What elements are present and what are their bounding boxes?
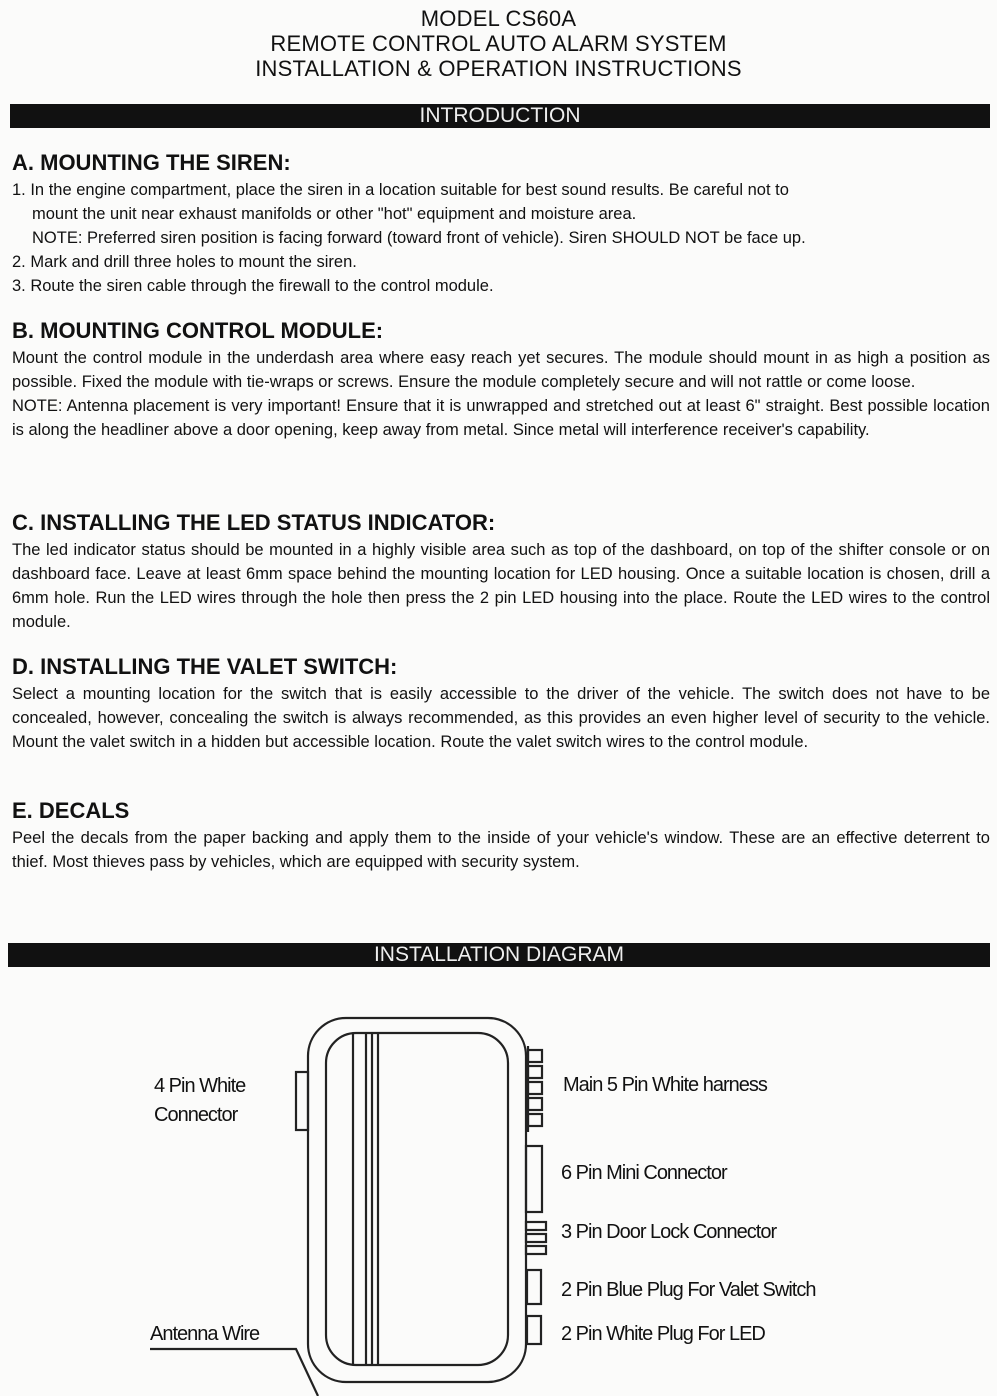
document-header bbox=[0, 6, 997, 81]
section-decals bbox=[12, 798, 990, 874]
siren-step-3: 3. Route the siren cable through the firewall to the control module. bbox=[12, 277, 494, 295]
four-pin-connector bbox=[296, 1072, 308, 1130]
label-6pin-mini: 6 Pin Mini Connector bbox=[561, 1162, 727, 1184]
section-c-title: C. INSTALLING THE LED STATUS INDICATOR: bbox=[12, 510, 496, 535]
section-e-title: E. DECALS bbox=[12, 798, 130, 823]
main-harness-tab-4 bbox=[528, 1098, 542, 1110]
door-lock-tab-3 bbox=[526, 1246, 546, 1254]
section-b-title: B. MOUNTING CONTROL MODULE: bbox=[12, 318, 384, 343]
decals-paragraph: Peel the decals from the paper backing and apply them to the inside of your vehicle's window. These are an effective deterrent to thief. Most thieves pass by vehicles, which are equipped with security system. bbox=[12, 829, 990, 871]
main-harness-tab-5 bbox=[528, 1114, 542, 1126]
label-antenna-wire: Antenna Wire bbox=[150, 1323, 260, 1345]
section-valet-switch bbox=[12, 654, 990, 754]
module-paragraph: Mount the control module in the underdash area where easy reach yet secures. The module should mount in as high a position as possible. Fixed the module with tie-wraps or screws. Ensure the module completely secure and will not rattle or come loose. bbox=[12, 349, 990, 391]
section-led-indicator bbox=[12, 510, 990, 634]
label-main-harness: Main 5 Pin White harness bbox=[563, 1074, 767, 1096]
antenna-wire-line bbox=[150, 1349, 318, 1396]
label-4pin-white: 4 Pin White bbox=[154, 1075, 246, 1097]
six-pin-mini-connector bbox=[526, 1146, 542, 1212]
model-title: MODEL CS60A bbox=[420, 6, 577, 31]
section-d-title: D. INSTALLING THE VALET SWITCH: bbox=[12, 654, 398, 679]
section-control-module bbox=[12, 318, 990, 442]
section-mounting-siren bbox=[12, 150, 990, 298]
siren-step-1-cont: mount the unit near exhaust manifolds or other "hot" equipment and moisture area. bbox=[32, 205, 637, 223]
main-harness-tab-1 bbox=[528, 1050, 542, 1062]
led-plug bbox=[527, 1316, 541, 1344]
installation-diagram-bar: INSTALLATION DIAGRAM bbox=[8, 943, 990, 967]
siren-step-1: 1. In the engine compartment, place the siren in a location suitable for best sound results. Be careful not to bbox=[12, 181, 789, 199]
valet-paragraph: Select a mounting location for the switch that is easily accessible to the driver of the vehicle. The switch does not have to be concealed, however, concealing the switch is always recommended, as this provides an even higher level of security to the vehicle. Mount the valet switch in a hidden but accessible location. Route the valet switch wires to the control module. bbox=[12, 685, 990, 751]
door-lock-tab-2 bbox=[526, 1234, 546, 1242]
label-door-lock: 3 Pin Door Lock Connector bbox=[561, 1221, 777, 1243]
antenna-note: NOTE: Antenna placement is very important! Ensure that it is unwrapped and stretched out at least 6" straight. Best possible location is along the headliner above a door opening, keep away from metal. Since metal will interference receiver's capability. bbox=[12, 397, 990, 439]
label-4pin-connector: Connector bbox=[154, 1104, 238, 1126]
main-harness-tab-2 bbox=[528, 1066, 542, 1078]
module-outer-housing bbox=[308, 1018, 526, 1382]
module-inner-panel bbox=[326, 1033, 508, 1365]
door-lock-tab-1 bbox=[526, 1222, 546, 1230]
section-a-title: A. MOUNTING THE SIREN: bbox=[12, 150, 291, 175]
manual-title: INSTALLATION & OPERATION INSTRUCTIONS bbox=[255, 56, 742, 81]
label-led-plug: 2 Pin White Plug For LED bbox=[561, 1323, 765, 1345]
siren-step-2: 2. Mark and drill three holes to mount the siren. bbox=[12, 253, 357, 271]
introduction-bar: INTRODUCTION bbox=[10, 104, 990, 128]
siren-note: NOTE: Preferred siren position is facing forward (toward front of vehicle). Siren SHOULD NOT be face up. bbox=[32, 229, 806, 247]
valet-plug bbox=[527, 1270, 541, 1304]
product-title: REMOTE CONTROL AUTO ALARM SYSTEM bbox=[270, 31, 727, 56]
label-valet-plug: 2 Pin Blue Plug For Valet Switch bbox=[561, 1279, 816, 1301]
led-paragraph: The led indicator status should be mounted in a highly visible area such as top of the dashboard, on top of the shifter console or on dashboard face. Leave at least 6mm space behind the mounting location for LED housing. Once a suitable location is chosen, drill a 6mm hole. Run the LED wires through the hole then press the 2 pin LED housing into the place. Route the LED wires to the control module. bbox=[12, 541, 990, 631]
main-harness-tab-3 bbox=[528, 1082, 542, 1094]
